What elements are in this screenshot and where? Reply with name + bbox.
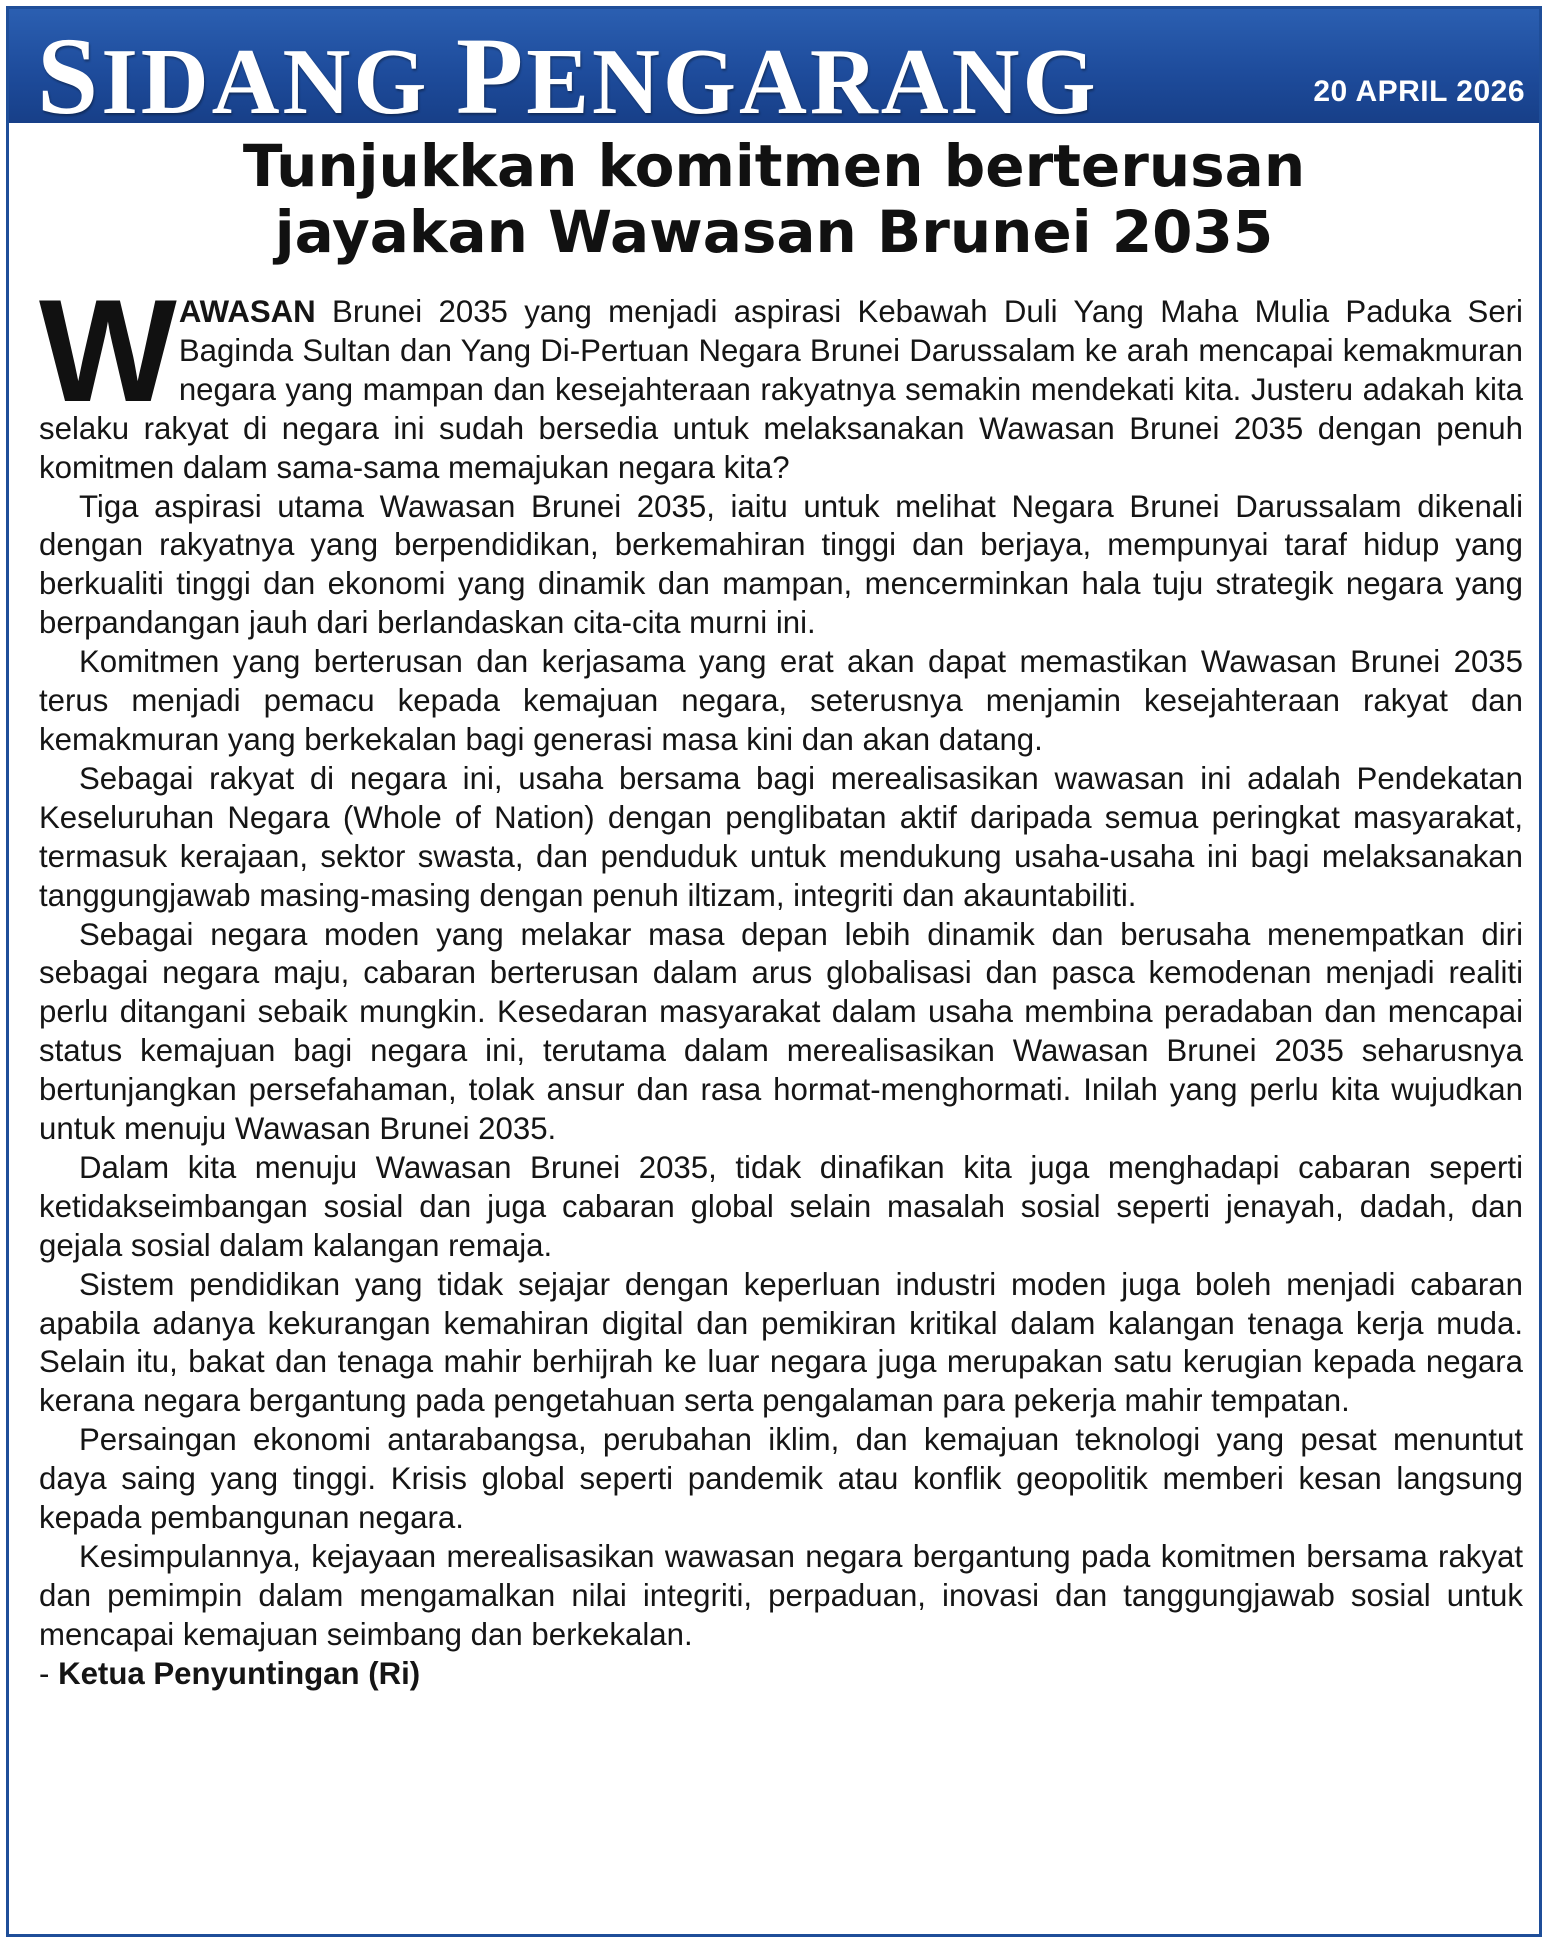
- article-paragraph-1: [39, 269, 1523, 488]
- masthead-date: 20 APRIL 2026: [1313, 75, 1525, 108]
- article-paragraph-9: Kesimpulannya, kejayaan merealisasikan wawasan negara bergantung pada komitmen bersama rakyat dan pemimpin dalam mengamalkan nilai integriti, perpaduan, inovasi dan tanggungjawab sosial untuk mencapai kemajuan seimbang dan berkekalan.: [39, 1539, 1523, 1652]
- article-byline: [39, 1655, 1523, 1694]
- article-paragraph-2: Tiga aspirasi utama Wawasan Brunei 2035, iaitu untuk melihat Negara Brunei Darussalam dikenali dengan rakyatnya yang berpendidikan, berkemahiran tinggi dan berjaya, mempunyai taraf hidup yang berkualiti tinggi dan ekonomi yang dinamik dan mampan, mencerminkan hala tuju strategik negara yang berpandangan jauh dari berlandaskan cita-cita murni ini.: [39, 488, 1523, 641]
- masthead-initial-s: S: [37, 15, 102, 123]
- byline-author: Ketua Penyuntingan (Ri): [58, 1655, 421, 1691]
- article-paragraph-8: Persaingan ekonomi antarabangsa, perubahan iklim, dan kemajuan teknologi yang pesat menuntut daya saing yang tinggi. Krisis global seperti pandemik atau konflik geopolitik memberi kesan langsung kepada pembangunan negara.: [39, 1422, 1523, 1536]
- lead-word: AWASAN: [178, 294, 316, 329]
- drop-cap: W: [39, 269, 173, 432]
- page-frame: [6, 6, 1542, 1937]
- masthead-initial-p: P: [456, 15, 527, 123]
- masthead-word-pengarang: ENGARANG: [526, 30, 1099, 123]
- byline-dash: -: [39, 1655, 59, 1691]
- article-paragraph-7: Sistem pendidikan yang tidak sejajar dengan keperluan industri moden juga boleh menjadi cabaran apabila adanya kekurangan kemahiran digital dan pemikiran kritikal dalam kalangan tenaga kerja muda. Selain itu, bakat dan tenaga mahir berhijrah ke luar negara juga merupakan satu kerugian kepada negara kerana negara bergantung pada pengetahuan serta pengalaman para pekerja mahir tempatan.: [39, 1266, 1523, 1419]
- headline-line-1: Tunjukkan komitmen berterusan: [242, 132, 1306, 200]
- article-paragraph-6: Dalam kita menuju Wawasan Brunei 2035, tidak dinafikan kita juga menghadapi cabaran seperti ketidakseimbangan sosial dan juga cabaran global selain masalah sosial seperti jenayah, dadah, dan gejala sosial dalam kalangan remaja.: [39, 1149, 1523, 1263]
- article-headline: [9, 133, 1539, 265]
- masthead-banner: [9, 9, 1539, 123]
- masthead-title: [37, 15, 1099, 123]
- headline-line-2: jayakan Wawasan Brunei 2035: [274, 198, 1274, 266]
- article-paragraph-5: Sebagai negara moden yang melakar masa depan lebih dinamik dan berusaha menempatkan diri sebagai negara maju, cabaran berterusan dalam arus globalisasi dan pasca kemodenan menjadi realiti perlu ditangani sebaik mungkin. Kesedaran masyarakat dalam usaha membina peradaban dan mencapai status kemajuan bagi negara ini, terutama dalam merealisasikan Wawasan Brunei 2035 seharusnya bertunjangkan persefahaman, tolak ansur dan rasa hormat-menghormati. Inilah yang perlu kita wujudkan untuk menuju Wawasan Brunei 2035.: [39, 916, 1523, 1147]
- article-body: [39, 269, 1523, 1694]
- masthead-word-sidang: IDANG: [101, 30, 457, 123]
- paragraph-1-text: Brunei 2035 yang menjadi aspirasi Kebawah Duli Yang Maha Mulia Paduka Seri Baginda Sultan dan Yang Di-Pertuan Negara Brunei Darussalam ke arah mencapai kemakmuran negara yang mampan dan kesejahteraan rakyatnya semakin mendekati kita. Justeru adakah kita selaku rakyat di negara ini sudah bersedia untuk melaksanakan Wawasan Brunei 2035 dengan penuh komitmen dalam sama-sama memajukan negara kita?: [39, 294, 1523, 485]
- article-paragraph-4: Sebagai rakyat di negara ini, usaha bersama bagi merealisasikan wawasan ini adalah Pendekatan Keseluruhan Negara (Whole of Nation) dengan penglibatan aktif daripada semua peringkat masyarakat, termasuk kerajaan, sektor swasta, dan penduduk untuk mendukung usaha-usaha ini bagi melaksanakan tanggungjawab masing-masing dengan penuh iltizam, integriti dan akauntabiliti.: [39, 760, 1523, 913]
- article-paragraph-3: Komitmen yang berterusan dan kerjasama yang erat akan dapat memastikan Wawasan Brunei 2035 terus menjadi pemacu kepada kemajuan negara, seterusnya menjamin kesejahteraan rakyat dan kemakmuran yang berkekalan bagi generasi masa kini dan akan datang.: [39, 644, 1523, 757]
